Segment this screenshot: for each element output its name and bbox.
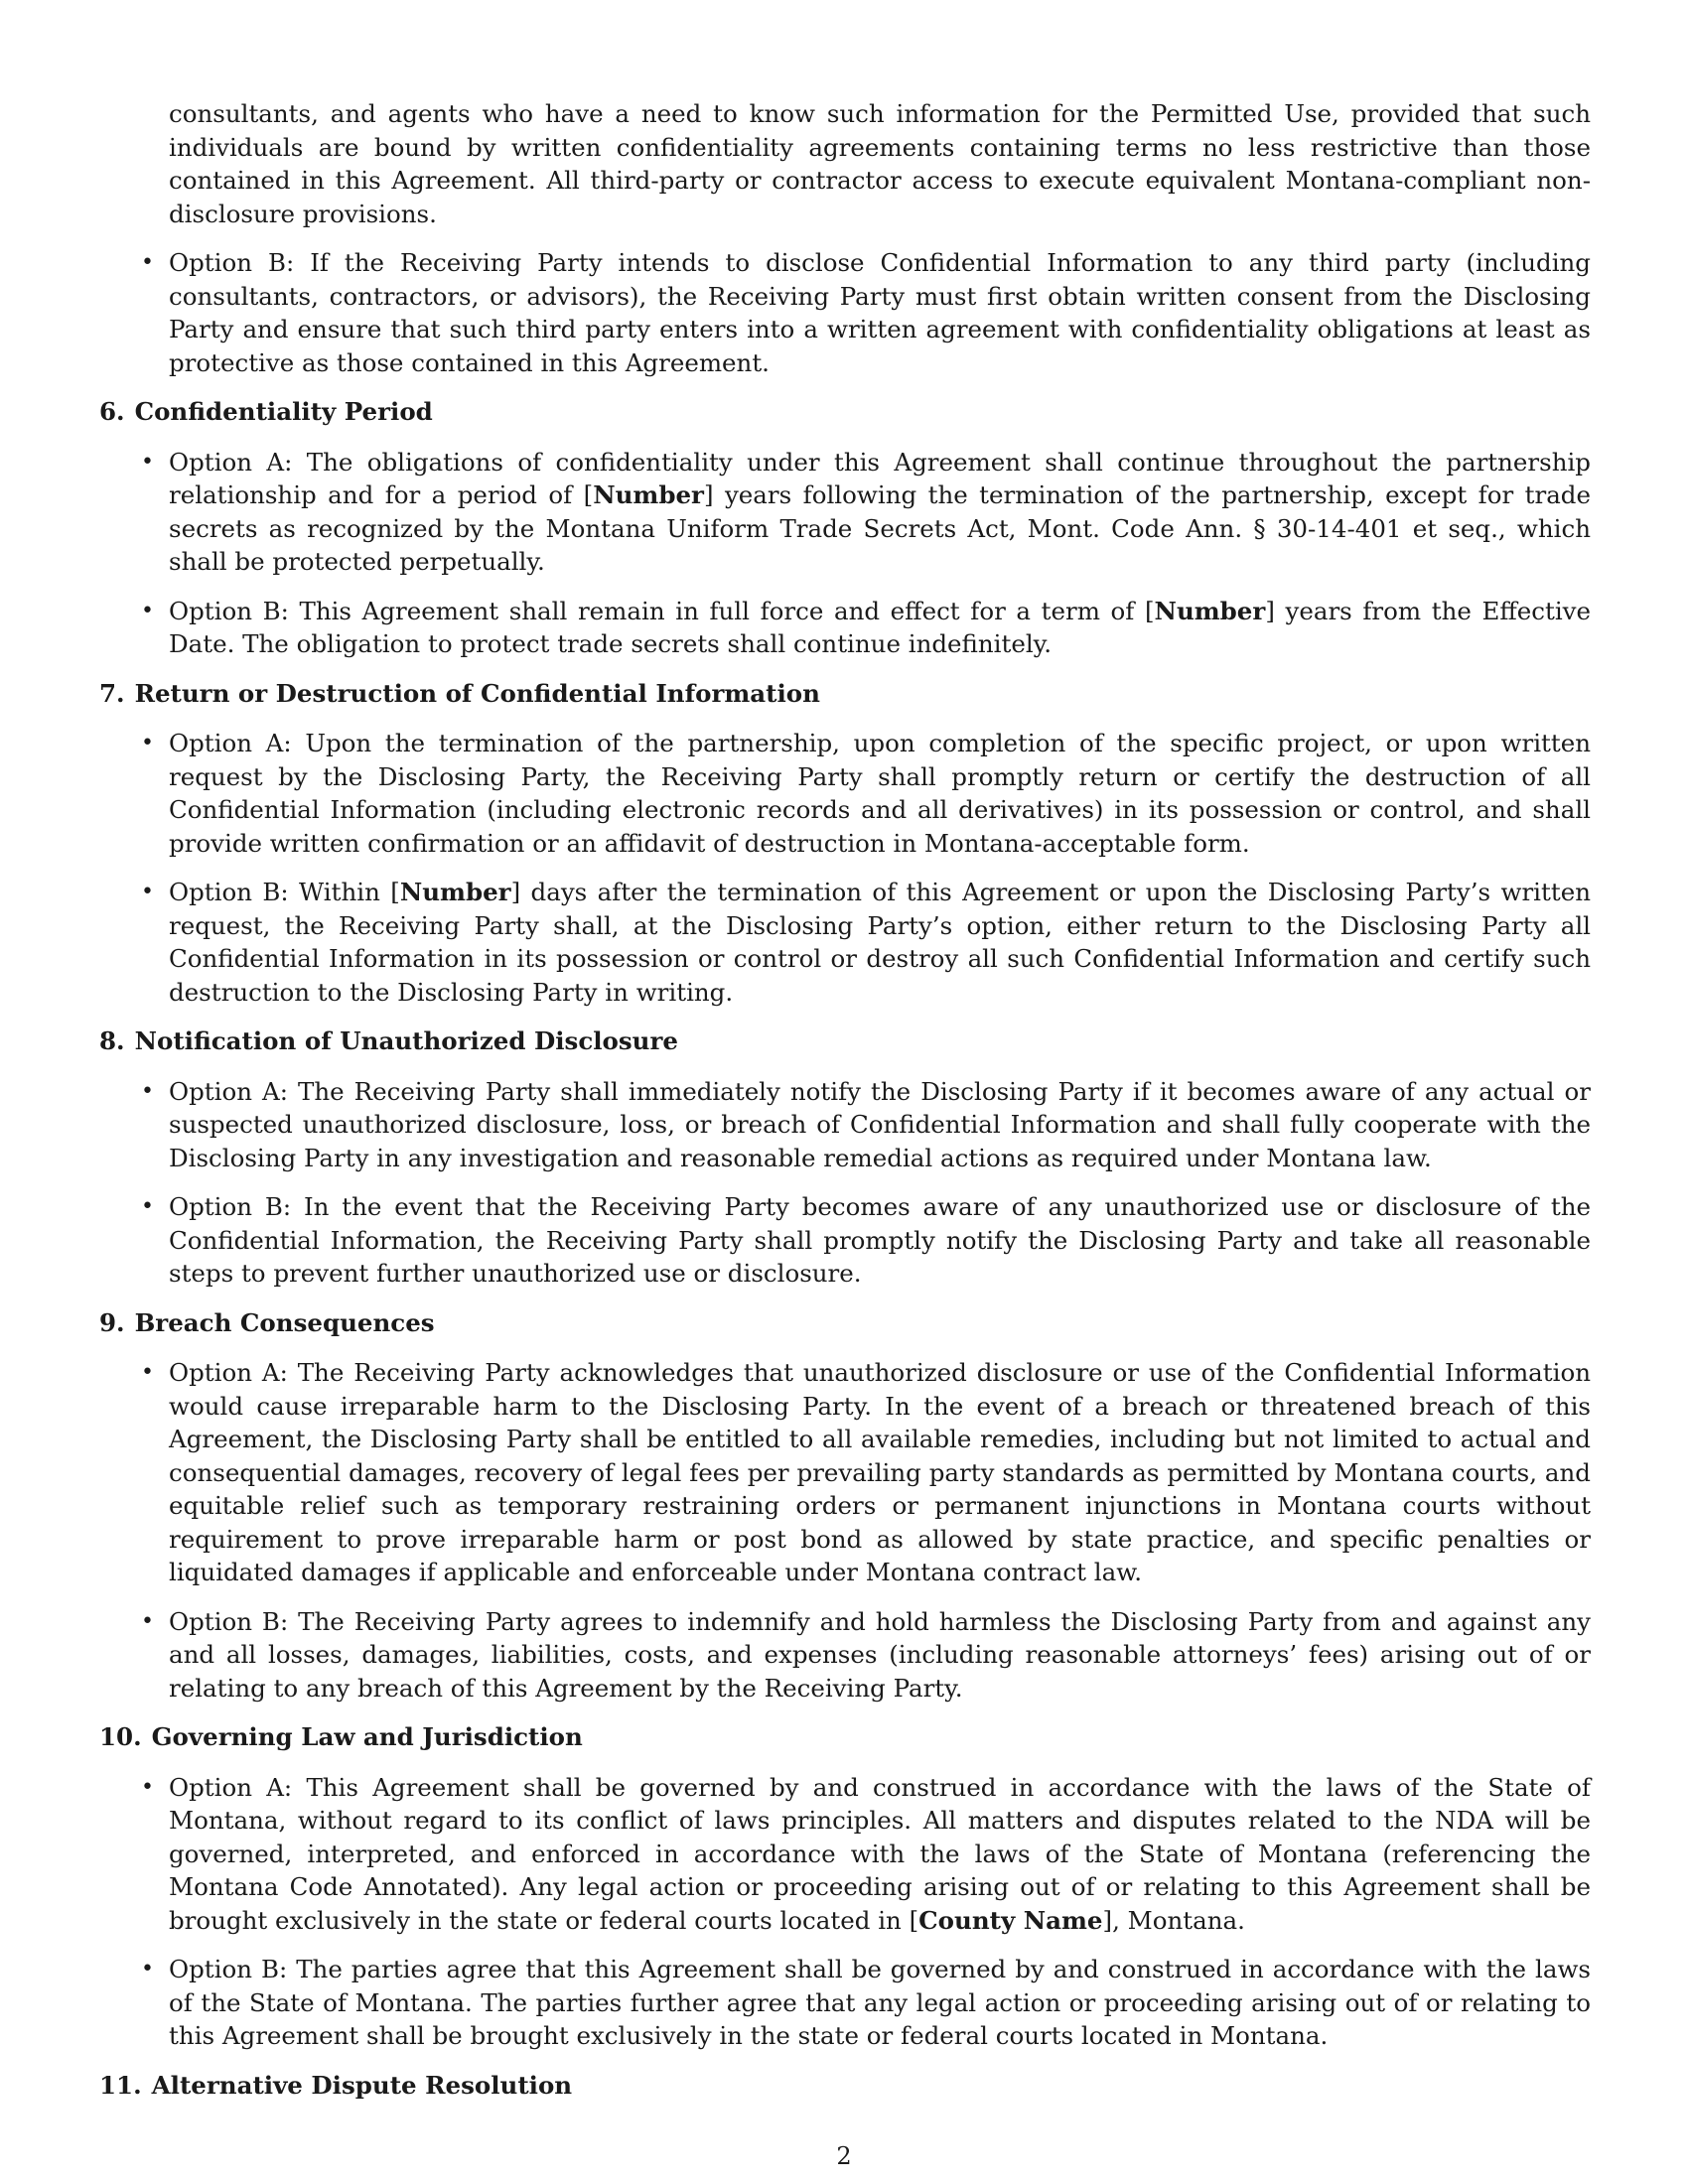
paragraph-text: Option B: The parties agree that this Agreement shall be governed by and construed in accordance with the laws of the State of Montana. The parties further agree that any legal action or proceeding arising out of or relating to this Agreement shall be brought exclusively in the state or federal courts located in Montana. — [169, 1955, 1591, 2050]
section-title: Breach Consequences — [134, 1307, 435, 1337]
page-number: 2 — [836, 2142, 852, 2170]
section-number: 10. — [99, 1722, 142, 1751]
bullet-icon: • — [141, 1078, 154, 1104]
section-10-option-a — [99, 1771, 1591, 1938]
section-title: Confidentiality Period — [134, 397, 433, 426]
paragraph-text: ] days after the termination of this Agreement or upon the Disclosing Party’s written request, the Receiving Party shall, at the Disclosing Party’s option, either return to the Disclosing Party all Confidential Information in its possession or control or destroy all such Confidential Information and certify such destruction to the Disclosing Party in writing. — [169, 878, 1591, 1007]
placeholder-number: Number — [593, 480, 704, 509]
section-number: 9. — [99, 1307, 125, 1337]
section-10-heading — [99, 1720, 1591, 1754]
paragraph-text: Option B: If the Receiving Party intends to disclose Confidential Information to any third party (including consultants, contractors, or advisors), the Receiving Party must first obtain written consent from the Disclosing Party and ensure that such third party enters into a written agreement with confidentiality obligations at least as protective as those contained in this Agreement. — [169, 248, 1591, 377]
section-number: 8. — [99, 1026, 125, 1055]
section-number: 7. — [99, 678, 125, 708]
paragraph-text: ] years following the termination of the partnership, except for trade secrets as recognized by the Montana Uniform Trade Secrets Act, Mont. Code Ann. § 30-14-401 et seq., which shall be protected perpetually. — [169, 480, 1591, 576]
paragraph-text: Option A: The Receiving Party shall immediately notify the Disclosing Party if it becomes aware of any actual or suspected unauthorized disclosure, loss, or breach of Confidential Information and shall fully cooperate with the Disclosing Party in any investigation and reasonable remedial actions as required under Montana law. — [169, 1076, 1591, 1172]
section-7-heading — [99, 677, 1591, 711]
paragraph-text: ] years from the Effective Date. The obligation to protect trade secrets shall continue indefinitely. — [169, 596, 1592, 658]
paragraph-text: Option B: Within [ — [169, 878, 400, 906]
section-6-heading — [99, 395, 1591, 429]
bullet-icon: • — [141, 449, 154, 475]
paragraph-text: Option A: Upon the termination of the partnership, upon completion of the specific project, or upon written request by the Disclosing Party, the Receiving Party shall promptly return or certify the destruction of all Confidential Information (including electronic records and all derivatives) in its possession or control, and shall provide written confirmation or an affidavit of destruction in Montana-acceptable form. — [169, 729, 1591, 858]
paragraph-text: Option A: The obligations of confidentiality under this Agreement shall continue throughout the partnership relationship and for a period of [ — [169, 447, 1591, 509]
bullet-icon: • — [141, 1608, 154, 1634]
section-5-option-a-continuation — [99, 97, 1591, 230]
bullet-icon: • — [141, 731, 154, 755]
paragraph-text: Option B: This Agreement shall remain in full force and effect for a term of [ — [169, 596, 1155, 625]
section-number: 11. — [99, 2070, 142, 2100]
placeholder-number: Number — [399, 878, 511, 906]
section-number: 6. — [99, 397, 125, 426]
paragraph-text: ], Montana. — [1102, 1905, 1245, 1935]
bullet-icon: • — [141, 598, 154, 623]
paragraph-text: Option B: The Receiving Party agrees to indemnify and hold harmless the Disclosing Party from and against any and all losses, damages, liabilities, costs, and expenses (including reasonable attorneys’ fees) arising out of or relating to any breach of this Agreement by the Receiving Party. — [169, 1606, 1591, 1703]
section-8-option-b — [99, 1190, 1591, 1291]
section-5-option-b — [99, 246, 1591, 379]
section-7-option-a — [99, 727, 1591, 860]
section-9-option-a — [99, 1356, 1591, 1589]
bullet-icon: • — [141, 880, 154, 904]
section-6-option-b — [99, 595, 1591, 661]
document-page — [99, 97, 1591, 2118]
section-10-option-b — [99, 1953, 1591, 2053]
section-8-heading — [99, 1024, 1591, 1058]
section-title: Return or Destruction of Confidential Information — [134, 678, 820, 708]
section-title: Governing Law and Jurisdiction — [151, 1722, 583, 1751]
bullet-icon: • — [141, 1774, 154, 1800]
bullet-icon: • — [141, 1194, 154, 1219]
bullet-icon: • — [141, 1360, 154, 1385]
section-9-option-b — [99, 1605, 1591, 1706]
section-6-option-a — [99, 446, 1591, 579]
bullet-icon: • — [141, 1957, 154, 1981]
section-11-heading — [99, 2069, 1591, 2103]
paragraph-text: Option B: In the event that the Receiving Party becomes aware of any unauthorized use or disclosure of the Confidential Information, the Receiving Party shall promptly notify the Disclosing Party and take all reasonable steps to prevent further unauthorized use or disclosure. — [169, 1192, 1591, 1288]
bullet-icon: • — [141, 250, 154, 275]
placeholder-number: Number — [1154, 596, 1266, 625]
section-7-option-b — [99, 876, 1591, 1009]
paragraph-text: consultants, and agents who have a need to know such information for the Permitted Use, provided that such individuals are bound by written confidentiality agreements containing terms no less restrictive than those contained in this Agreement. All third-party or contractor access to execute equivalent Montana-compliant non-disclosure provisions. — [169, 99, 1591, 228]
section-8-option-a — [99, 1075, 1591, 1175]
section-title: Notification of Unauthorized Disclosure — [134, 1026, 678, 1055]
section-9-heading — [99, 1306, 1591, 1340]
placeholder-county-name: County Name — [918, 1905, 1103, 1935]
paragraph-text: Option A: This Agreement shall be governed by and construed in accordance with the laws of the State of Montana, without regard to its conflict of laws principles. All matters and disputes related to the NDA will be governed, interpreted, and enforced in accordance with the laws of the State of Montana (referencing the Montana Code Annotated). Any legal action or proceeding arising out of or relating to this Agreement shall be brought exclusively in the state or federal courts located in [ — [169, 1772, 1591, 1935]
section-title: Alternative Dispute Resolution — [151, 2070, 573, 2100]
paragraph-text: Option A: The Receiving Party acknowledges that unauthorized disclosure or use of the Confidential Information would cause irreparable harm to the Disclosing Party. In the event of a breach or threatened breach of this Agreement, the Disclosing Party shall be entitled to all available remedies, including but not limited to actual and consequential damages, recovery of legal fees per prevailing party standards as permitted by Montana courts, and equitable relief such as temporary restraining orders or permanent injunctions in Montana courts without requirement to prove irreparable harm or post bond as allowed by state practice, and specific penalties or liquidated damages if applicable and enforceable under Montana contract law. — [169, 1358, 1591, 1586]
